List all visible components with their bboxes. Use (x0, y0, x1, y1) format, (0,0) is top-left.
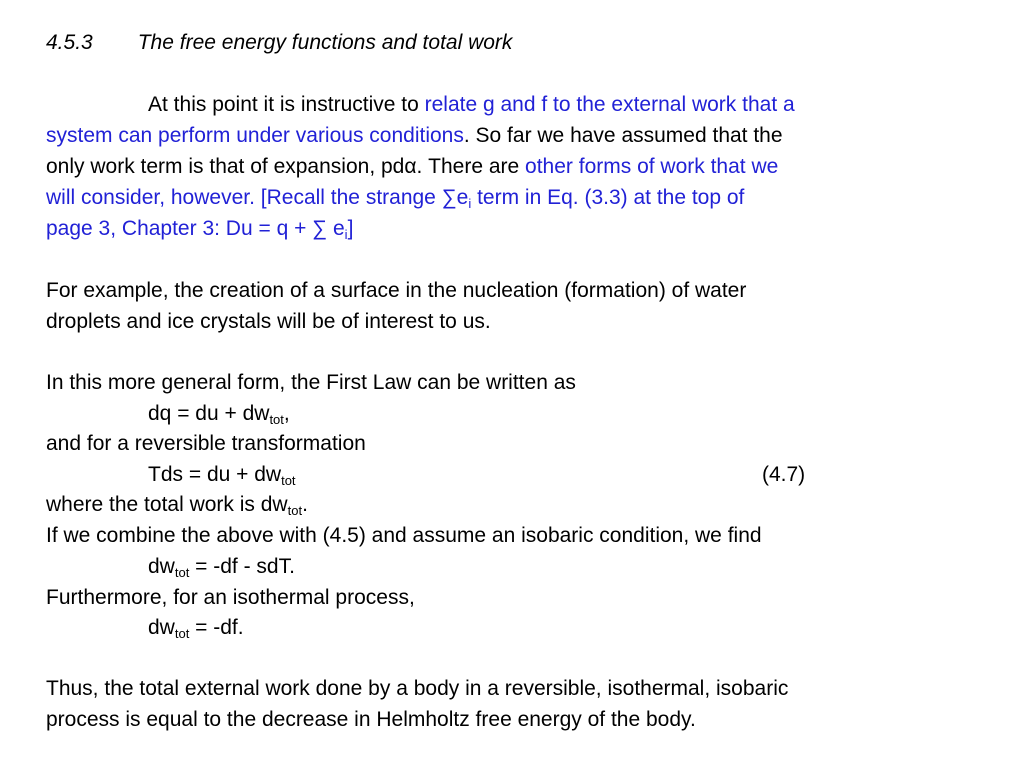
p3-line-4: If we combine the above with (4.5) and assume an isobaric condition, we find (46, 524, 762, 547)
equation-number: (4.7) (762, 463, 806, 486)
p4-line-2: process is equal to the decrease in Helmholtz free energy of the body. (46, 708, 696, 731)
p4-line-1: Thus, the total external work done by a body in a reversible, isothermal, isobaric (46, 677, 789, 700)
section-title: The free energy functions and total work (137, 31, 513, 54)
p3-line-5: Furthermore, for an isothermal process, (46, 586, 415, 609)
p3-line-3: where the total work is $dw_{tot}$. (46, 493, 308, 518)
highlight-text: other forms of work that we (525, 155, 779, 178)
highlight-text: relate g and f to the external work that a (424, 93, 795, 116)
p1-line-5: page 3, Chapter 3: Du = q + ∑ $e_i$] (46, 217, 354, 242)
p3-line-2: and for a reversible transformation (46, 432, 366, 455)
equation-2: Tds = du + $dw_{tot}$ (148, 463, 296, 488)
p1-line-1: At this point it is instructive to relate g and f to the external work that a (148, 93, 795, 116)
highlight-text: system can perform under various conditions (46, 124, 464, 147)
section-heading (46, 32, 512, 53)
alpha-symbol: α (404, 155, 417, 178)
equation-1: dq = du + $dw_{tot}$, (148, 402, 290, 427)
p1-line-4: will consider, however. [Recall the strange $\sum e_i$ term in Eq. (3.3) at the top of (46, 186, 745, 211)
section-number: 4.5.3 (46, 31, 93, 54)
equation-4: $dw_{tot} = -df$. (148, 616, 244, 641)
p2-line-1: For example, the creation of a surface in the nucleation (formation) of water (46, 279, 747, 302)
equation-3: $dw_{tot} = -df$ - sdT. (148, 555, 295, 580)
p2-line-2: droplets and ice crystals will be of interest to us. (46, 310, 491, 333)
p3-line-1: In this more general form, the First Law can be written as (46, 371, 576, 394)
p1-line-2: system can perform under various conditions. So far we have assumed that the (46, 124, 783, 147)
p1-line-3: only work term is that of expansion, pdα. There are other forms of work that we (46, 155, 779, 178)
